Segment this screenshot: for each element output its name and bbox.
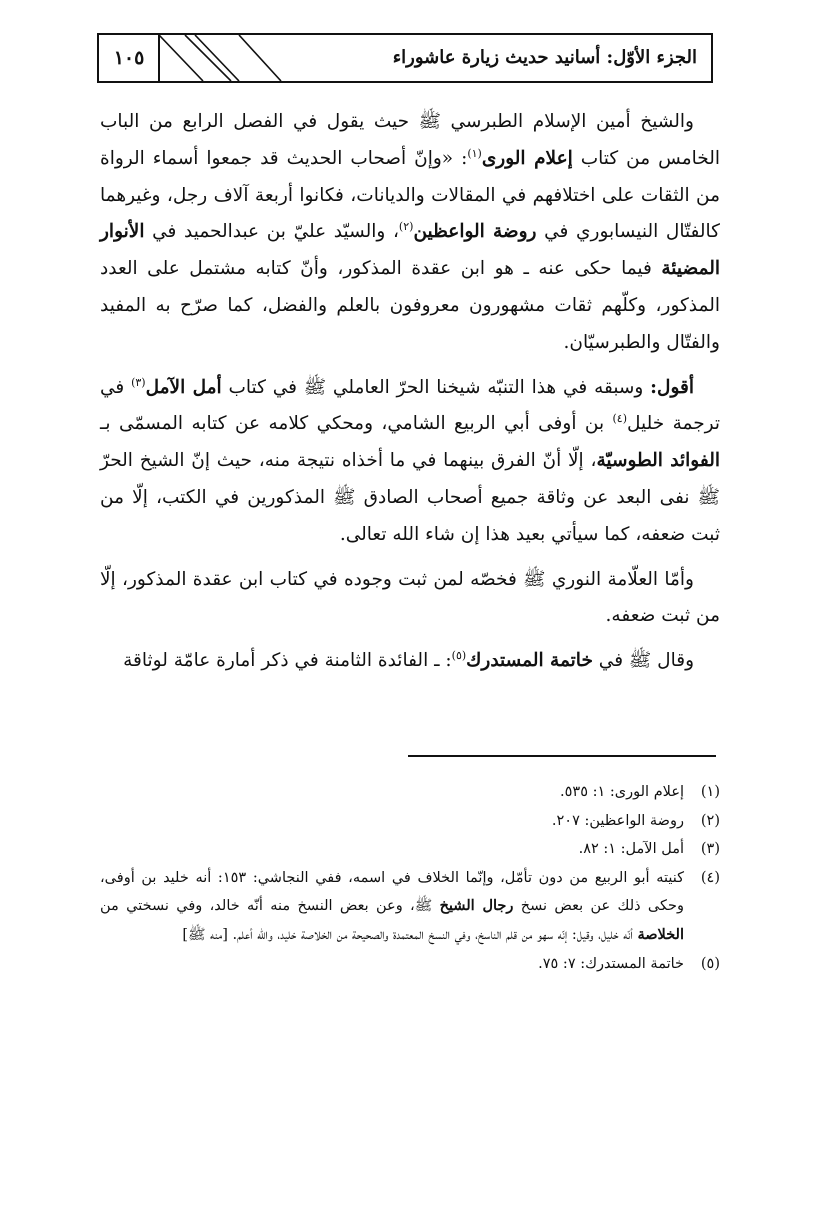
footnote-separator bbox=[408, 755, 716, 757]
footnote-3 bbox=[100, 835, 720, 864]
footnote-2 bbox=[100, 807, 720, 836]
book-title: الخلاصة bbox=[637, 925, 684, 943]
footnote-ref: (٤) bbox=[612, 412, 628, 426]
book-title: أمل الآمل bbox=[145, 376, 222, 398]
paragraph-2 bbox=[100, 370, 720, 554]
paragraph-4 bbox=[100, 643, 720, 680]
footnote-number: (٣) bbox=[700, 841, 720, 858]
text-run: ﷺ، وعن بعض النسخ منه أنّه خالد، وفي نسختي من bbox=[100, 898, 440, 915]
text-run: ، والسيّد عليّ بن عبدالحميد في bbox=[144, 221, 399, 243]
text-run: وسبقه في هذا التنبّه شيخنا الحرّ العاملي ﷺ في كتاب bbox=[221, 376, 651, 398]
text-run: أنّه خليل، وقيل: إنّه سهو من قلم الناسخ، وفي النسخ المعتمدة والصحيحة من الخلاصة خليد، والله أعلم. [منه ﷺ] bbox=[182, 926, 638, 943]
footnote-number: (٤) bbox=[700, 869, 720, 886]
book-title: الفوائد الطوسيّة bbox=[596, 450, 720, 472]
paragraph-1 bbox=[100, 104, 720, 362]
text-run: ، إلّا أنّ الفرق بينهما في ما أخذاه نتيجة منه، حيث إنّ الشيخ الحرّ ﷺ نفى البعد عن وثاقة جميع أصحاب الصادق ﷺ المذكورين في الكتب، إلّا من ثبت ضعفه، كما سيأتي بعيد هذا إن شاء الله تعالى. bbox=[100, 450, 720, 545]
footnote-text: أمل الآمل: ١: ٨٢. bbox=[578, 841, 684, 858]
footnote-ref: (٥) bbox=[451, 649, 467, 662]
text-run: : «وإنّ أصحاب الحديث قد جمعوا أسماء الرواة من الثقات على اختلافهم في المقالات والديانات، فكانوا أربعة آلاف رجل، وغيرهما كالفتّال النيسابوري في bbox=[100, 147, 720, 243]
text-run: : ـ الفائدة الثامنة في ذكر أمارة عامّة لوثاقة bbox=[123, 650, 452, 672]
footnotes bbox=[100, 778, 720, 978]
footnote-number: (٢) bbox=[700, 812, 720, 829]
text-run: كنيته أبو الربيع من دون تأمّل، وإنّما الخلاف في اسمه، ففي النجاشي: ١٥٣: أنه خليد بن أوفى، وحكى ذلك عن بعض نسخ bbox=[100, 869, 685, 915]
book-title: إعلام الورى bbox=[481, 147, 573, 169]
page-number: ١٠٥ bbox=[113, 47, 145, 69]
text-run: والشيخ أمين الإسلام الطبرسي ﷺ حيث يقول في الفصل الرابع من الباب الخامس من كتاب bbox=[100, 111, 720, 169]
book-title: خاتمة المستدرك bbox=[466, 650, 593, 672]
running-title: الجزء الأوّل: أسانيد حديث زيارة عاشوراء bbox=[392, 47, 697, 68]
footnote-text: إعلام الورى: ١: ٥٣٥. bbox=[560, 784, 684, 800]
text-run: وأمّا العلّامة النوري ﷺ فخصّه لمن ثبت وجوده في كتاب ابن عقدة المذكور، إلّا من ثبت ضعفه. bbox=[100, 568, 720, 627]
text-run: وقال ﷺ في bbox=[592, 650, 694, 672]
text-run: فيما حكى عنه ـ هو ابن عقدة المذكور، وأنّ كتابه مشتمل على العدد المذكور، وكلّهم ثقات مشهورون معروفون بالعلم والفضل، كما صرّح به المفيد والفتّال والطبرسيّان. bbox=[100, 258, 720, 353]
footnote-1 bbox=[100, 778, 720, 807]
footnote-ref: (٣) bbox=[131, 375, 146, 389]
footnote-ref: (٢) bbox=[398, 220, 414, 234]
footnote-text: روضة الواعظين: ٢٠٧. bbox=[551, 812, 684, 829]
footnote-4 bbox=[100, 864, 720, 950]
footnote-text: خاتمة المستدرك: ٧: ٧٥. bbox=[538, 955, 684, 972]
book-title: روضة الواعظين bbox=[413, 221, 537, 243]
book-title: الأنوار المضيئة bbox=[100, 221, 720, 280]
footnote-number: (٥) bbox=[700, 955, 720, 972]
footnote-text bbox=[100, 864, 684, 950]
text-run: بن أوفى أبي الربيع الشامي، ومحكي كلامه عن كتابه المسمّى بـ bbox=[100, 413, 613, 435]
lead-word: أقول: bbox=[650, 376, 694, 398]
paragraph-3 bbox=[100, 562, 720, 636]
footnote-5 bbox=[100, 950, 720, 979]
footnote-ref: (١) bbox=[467, 146, 482, 160]
footnote-number: (١) bbox=[700, 784, 720, 800]
main-text bbox=[100, 104, 720, 680]
text-run: في ترجمة خليل bbox=[100, 376, 720, 435]
book-title: رجال الشيخ bbox=[439, 897, 514, 915]
page-header bbox=[97, 33, 713, 83]
